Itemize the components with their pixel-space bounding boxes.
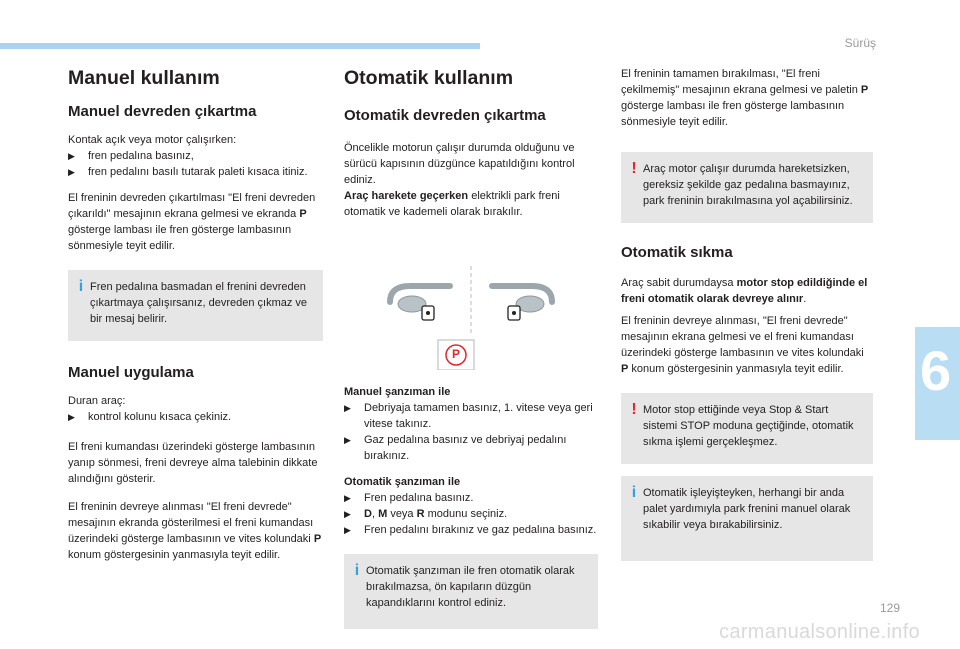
bullet-icon: ▶ (344, 525, 351, 535)
warning-note (621, 393, 873, 464)
list-item: ▶ kontrol kolunu kısaca çekiniz. (68, 411, 232, 423)
bullet-icon: ▶ (68, 412, 75, 422)
bullet-icon: ▶ (344, 493, 351, 503)
automatic-apply-confirmation: El freninin devreye alınması, "El freni devrede" mesajının ekrana gelmesi ve el freni kumandası üzerindeki gösterge lambasının ve vites kolundaki P konum göstergesinin yanmasıyla teyit edilir. (621, 315, 864, 375)
manual-gearbox-steps (344, 400, 598, 464)
warning-note-text: Araç motor çalışır durumda hareketsizken, gereksiz şekilde gaz pedalına basmayınız, park freninin bırakılmasına yol açabilirsiniz. (643, 163, 853, 207)
info-note-text: Fren pedalına basmadan el frenini devreden çıkartmaya çalışırsanız, devreden çıkmaz ve bir mesaj belirir. (90, 281, 308, 325)
page-number: 129 (879, 601, 900, 615)
bullet-icon: ▶ (68, 167, 75, 177)
info-icon: i (78, 278, 84, 295)
steering-wheel-diagram (344, 230, 598, 370)
heading-manual-release: Manuel devreden çıkartma (68, 103, 257, 120)
section-title: Sürüş (844, 36, 876, 50)
parking-brake-badge: P (451, 347, 460, 361)
automatic-release-para: Öncelikle motorun çalışır durumda olduğunu ve sürücü kapısının düzgünce kapatıldığını kontrol ediniz. (344, 142, 575, 186)
info-note-text: Otomatik şanzıman ile fren otomatik olarak bırakılmazsa, ön kapıların düzgün kapandıklarını kontrol ediniz. (366, 565, 575, 609)
list-item: ▶ Gaz pedalına basınız ve debriyaj pedalını bırakınız. (344, 434, 567, 462)
automatic-gearbox-steps (344, 490, 598, 538)
info-note (68, 270, 323, 341)
warning-icon: ! (631, 401, 637, 418)
automatic-apply-para: Araç sabit durumdaysa motor stop edildiğinde el freni otomatik olarak devreye alınır. (621, 277, 868, 305)
column-manual (68, 66, 323, 573)
bullet-icon: ▶ (344, 509, 351, 519)
info-icon: i (354, 562, 360, 579)
list-item: ▶ D, M veya R modunu seçiniz. (344, 508, 508, 520)
info-note (621, 476, 873, 561)
heading-manual-use: Manuel kullanım (68, 67, 220, 89)
chapter-number: 6 (920, 339, 952, 402)
list-item: ▶ Fren pedalına basınız. (344, 492, 474, 504)
manual-apply-intro: Duran araç: (68, 395, 126, 407)
header-accent-bar (0, 43, 480, 49)
manual-release-steps (68, 148, 323, 180)
list-item: ▶ Debriyaja tamamen basınız, 1. vitese veya geri vitese takınız. (344, 402, 593, 430)
automatic-gearbox-label: Otomatik şanzıman ile (344, 476, 461, 488)
bullet-icon: ▶ (344, 435, 351, 445)
heading-manual-apply: Manuel uygulama (68, 364, 194, 381)
heading-automatic-release: Otomatik devreden çıkartma (344, 107, 546, 124)
heading-automatic-apply: Otomatik sıkma (621, 244, 733, 261)
heading-automatic-use: Otomatik kullanım (344, 67, 514, 89)
warning-icon: ! (631, 160, 637, 177)
warning-note (621, 152, 873, 223)
info-icon: i (631, 484, 637, 501)
illustration-steering-paddle (344, 230, 598, 370)
column-automatic-continued (621, 66, 873, 573)
manual-apply-para2: El freninin devreye alınması "El freni devrede" mesajının ekranda gösterilmesi el freni kumandası üzerindeki gösterge lambasının ve vites kolundaki P konum göstergesinin yanmasıyla teyit edilir. (68, 501, 322, 561)
warning-note-text: Motor stop ettiğinde veya Stop & Start sistemi STOP moduna geçtiğinde, otomatik sıkma işlemi gerçekleşmez. (643, 404, 854, 448)
info-note-text: Otomatik işleyişteyken, herhangi bir anda palet yardımıyla park frenini manuel olarak sıkabilir veya bırakabilirsiniz. (643, 487, 851, 531)
list-item: ▶ fren pedalını basılı tutarak paleti kısaca itiniz. (68, 166, 308, 178)
automatic-release-moving: Araç harekete geçerken elektrikli park freni otomatik ve kademeli olarak bırakılır. (344, 190, 560, 218)
manual-apply-steps (68, 409, 323, 425)
watermark: carmanualsonline.info (719, 621, 920, 643)
bullet-icon: ▶ (68, 151, 75, 161)
info-note (344, 554, 598, 629)
column-automatic (344, 66, 598, 641)
manual-gearbox-label: Manuel şanzıman ile (344, 386, 451, 398)
list-item: ▶ Fren pedalını bırakınız ve gaz pedalına basınız. (344, 524, 597, 536)
manual-release-intro: Kontak açık veya motor çalışırken: (68, 134, 237, 146)
bullet-icon: ▶ (344, 403, 351, 413)
full-release-para: El freninin tamamen bırakılması, "El freni çekilmemiş" mesajının ekrana gelmesi ve paletin P gösterge lambası ile fren gösterge lambasının sönmesiyle teyit edilir. (621, 68, 869, 128)
list-item: ▶ fren pedalına basınız, (68, 150, 194, 162)
manual-apply-para1: El freni kumandası üzerindeki gösterge lambasının yanıp sönmesi, freni devreye alma talebinin dikkate alındığını gösterir. (68, 441, 318, 485)
manual-release-confirmation: El freninin devreden çıkartılması "El freni devreden çıkarıldı" mesajının ekrana gelmesi ve ekranda P gösterge lambası ile fren gösterge lambasının sönmesiyle teyit edilir. (68, 192, 316, 252)
